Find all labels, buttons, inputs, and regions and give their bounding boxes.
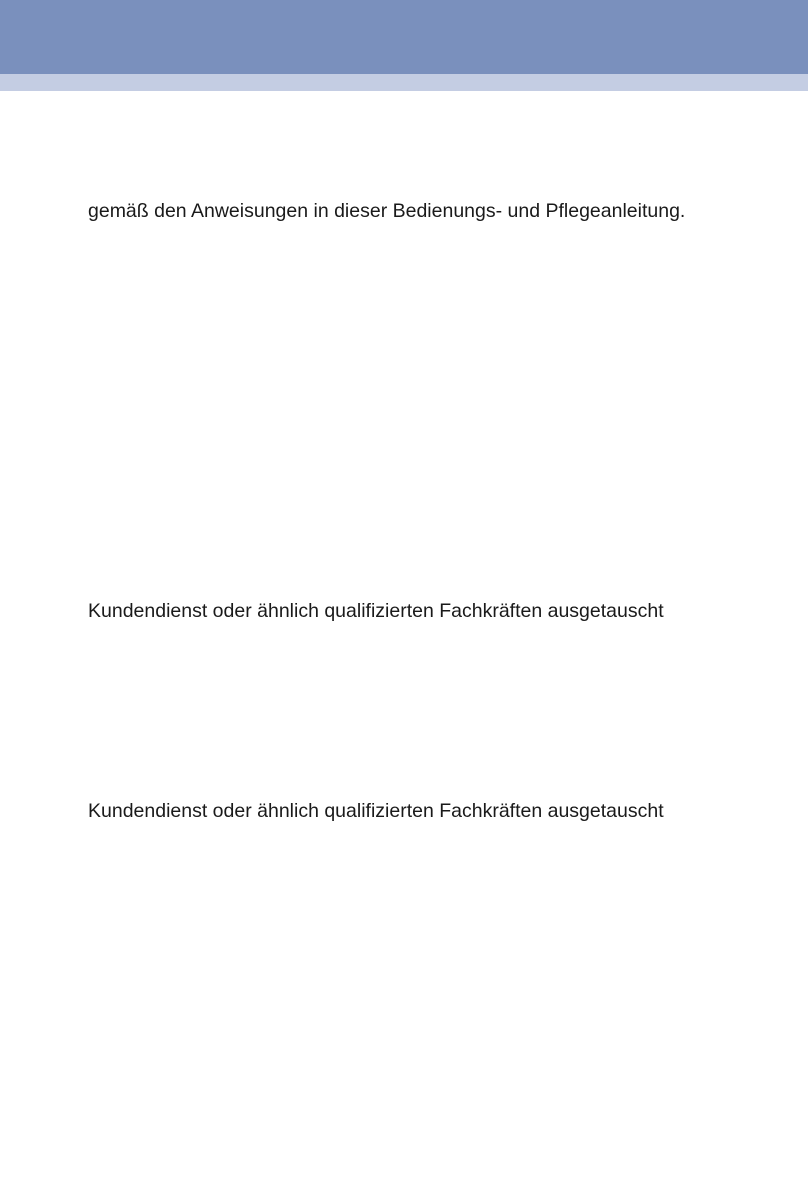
body-text-line: Kundendienst oder ähnlich qualifizierten Fachkräften ausgetauscht [88, 800, 664, 822]
header-stripe [0, 74, 808, 91]
header-band [0, 0, 808, 74]
body-text-line: gemäß den Anweisungen in dieser Bedienungs- und Pflegeanleitung. [88, 200, 686, 222]
body-text-line: Kundendienst oder ähnlich qualifizierten Fachkräften ausgetauscht [88, 600, 664, 622]
